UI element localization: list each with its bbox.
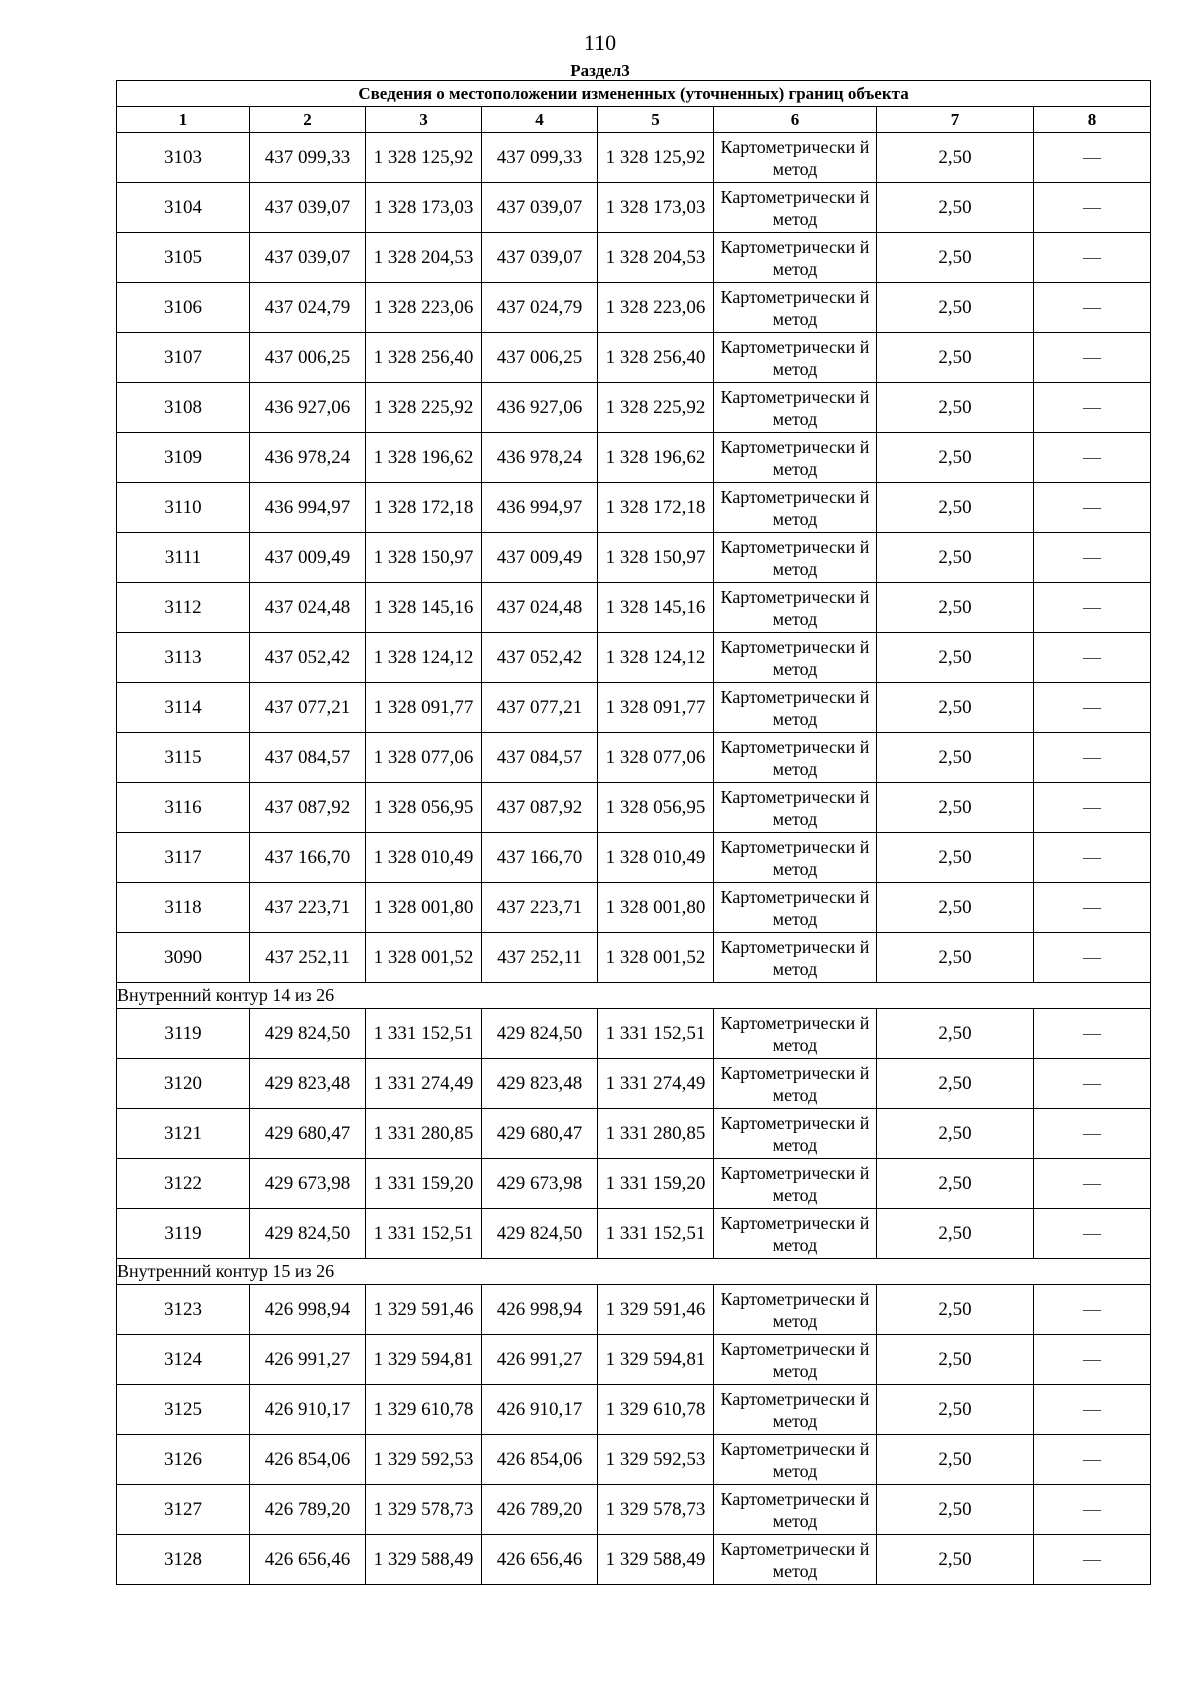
method-cell: Картометрически й метод — [714, 1109, 877, 1159]
point-number-cell: 3103 — [117, 133, 250, 183]
y-old-cell: 1 331 152,51 — [366, 1009, 482, 1059]
x-old-cell: 437 084,57 — [250, 733, 366, 783]
description-cell: — — [1034, 433, 1151, 483]
table-row — [117, 1109, 1151, 1159]
accuracy-cell: 2,50 — [877, 883, 1034, 933]
x-old-cell: 426 854,06 — [250, 1435, 366, 1485]
y-old-cell: 1 331 274,49 — [366, 1059, 482, 1109]
y-new-cell: 1 331 159,20 — [598, 1159, 714, 1209]
description-cell: — — [1034, 1335, 1151, 1385]
y-new-cell: 1 329 594,81 — [598, 1335, 714, 1385]
y-old-cell: 1 328 001,52 — [366, 933, 482, 983]
accuracy-cell: 2,50 — [877, 383, 1034, 433]
point-number-cell: 3104 — [117, 183, 250, 233]
y-new-cell: 1 328 256,40 — [598, 333, 714, 383]
y-old-cell: 1 328 001,80 — [366, 883, 482, 933]
x-new-cell: 437 252,11 — [482, 933, 598, 983]
y-old-cell: 1 329 610,78 — [366, 1385, 482, 1435]
method-cell: Картометрически й метод — [714, 733, 877, 783]
x-old-cell: 437 039,07 — [250, 233, 366, 283]
y-old-cell: 1 328 223,06 — [366, 283, 482, 333]
point-number-cell: 3107 — [117, 333, 250, 383]
method-cell: Картометрически й метод — [714, 1435, 877, 1485]
method-cell: Картометрически й метод — [714, 1159, 877, 1209]
contour-label: Внутренний контур 15 из 26 — [117, 1259, 1151, 1285]
y-new-cell: 1 329 610,78 — [598, 1385, 714, 1435]
accuracy-cell: 2,50 — [877, 333, 1034, 383]
x-old-cell: 429 680,47 — [250, 1109, 366, 1159]
x-old-cell: 437 006,25 — [250, 333, 366, 383]
x-new-cell: 426 789,20 — [482, 1485, 598, 1535]
description-cell: — — [1034, 183, 1151, 233]
column-header: 1 — [117, 107, 250, 133]
column-header: 3 — [366, 107, 482, 133]
table-row — [117, 433, 1151, 483]
point-number-cell: 3112 — [117, 583, 250, 633]
y-new-cell: 1 331 274,49 — [598, 1059, 714, 1109]
x-old-cell: 429 823,48 — [250, 1059, 366, 1109]
accuracy-cell: 2,50 — [877, 1385, 1034, 1435]
y-new-cell: 1 328 145,16 — [598, 583, 714, 633]
accuracy-cell: 2,50 — [877, 1435, 1034, 1485]
description-cell: — — [1034, 1485, 1151, 1535]
accuracy-cell: 2,50 — [877, 483, 1034, 533]
column-header: 8 — [1034, 107, 1151, 133]
x-new-cell: 426 854,06 — [482, 1435, 598, 1485]
y-new-cell: 1 328 077,06 — [598, 733, 714, 783]
y-new-cell: 1 328 196,62 — [598, 433, 714, 483]
x-old-cell: 437 024,79 — [250, 283, 366, 333]
description-cell: — — [1034, 583, 1151, 633]
table-row — [117, 583, 1151, 633]
description-cell: — — [1034, 1059, 1151, 1109]
method-cell: Картометрически й метод — [714, 233, 877, 283]
section-title: Раздел3 — [570, 61, 630, 80]
y-new-cell: 1 328 223,06 — [598, 283, 714, 333]
description-cell: — — [1034, 333, 1151, 383]
x-old-cell: 429 824,50 — [250, 1209, 366, 1259]
y-old-cell: 1 329 578,73 — [366, 1485, 482, 1535]
table-row — [117, 1435, 1151, 1485]
method-cell: Картометрически й метод — [714, 383, 877, 433]
description-cell: — — [1034, 1385, 1151, 1435]
method-cell: Картометрически й метод — [714, 883, 877, 933]
table-row — [117, 1535, 1151, 1585]
description-cell: — — [1034, 1009, 1151, 1059]
y-new-cell: 1 329 578,73 — [598, 1485, 714, 1535]
table-row — [117, 883, 1151, 933]
y-new-cell: 1 331 152,51 — [598, 1209, 714, 1259]
y-new-cell: 1 331 280,85 — [598, 1109, 714, 1159]
method-cell: Картометрически й метод — [714, 433, 877, 483]
table-body — [117, 133, 1151, 1585]
x-new-cell: 429 823,48 — [482, 1059, 598, 1109]
accuracy-cell: 2,50 — [877, 1059, 1034, 1109]
table-row — [117, 1335, 1151, 1385]
x-old-cell: 437 087,92 — [250, 783, 366, 833]
point-number-cell: 3115 — [117, 733, 250, 783]
table-row — [117, 1059, 1151, 1109]
description-cell: — — [1034, 883, 1151, 933]
table-row — [117, 183, 1151, 233]
column-header: 6 — [714, 107, 877, 133]
x-old-cell: 437 039,07 — [250, 183, 366, 233]
table-row — [117, 1009, 1151, 1059]
y-old-cell: 1 331 159,20 — [366, 1159, 482, 1209]
accuracy-cell: 2,50 — [877, 433, 1034, 483]
method-cell: Картометрически й метод — [714, 1059, 877, 1109]
point-number-cell: 3126 — [117, 1435, 250, 1485]
description-cell: — — [1034, 933, 1151, 983]
point-number-cell: 3116 — [117, 783, 250, 833]
table-row — [117, 933, 1151, 983]
x-new-cell: 429 824,50 — [482, 1009, 598, 1059]
description-cell: — — [1034, 1285, 1151, 1335]
point-number-cell: 3123 — [117, 1285, 250, 1335]
x-old-cell: 429 824,50 — [250, 1009, 366, 1059]
method-cell: Картометрически й метод — [714, 1335, 877, 1385]
y-old-cell: 1 328 056,95 — [366, 783, 482, 833]
method-cell: Картометрически й метод — [714, 283, 877, 333]
x-new-cell: 437 039,07 — [482, 183, 598, 233]
point-number-cell: 3117 — [117, 833, 250, 883]
y-old-cell: 1 328 172,18 — [366, 483, 482, 533]
accuracy-cell: 2,50 — [877, 283, 1034, 333]
column-header: 7 — [877, 107, 1034, 133]
accuracy-cell: 2,50 — [877, 1159, 1034, 1209]
x-old-cell: 437 099,33 — [250, 133, 366, 183]
point-number-cell: 3111 — [117, 533, 250, 583]
point-number-cell: 3113 — [117, 633, 250, 683]
x-old-cell: 436 978,24 — [250, 433, 366, 483]
x-new-cell: 436 994,97 — [482, 483, 598, 533]
x-new-cell: 437 084,57 — [482, 733, 598, 783]
description-cell: — — [1034, 533, 1151, 583]
table-row — [117, 533, 1151, 583]
y-new-cell: 1 328 010,49 — [598, 833, 714, 883]
point-number-cell: 3124 — [117, 1335, 250, 1385]
description-cell: — — [1034, 1109, 1151, 1159]
accuracy-cell: 2,50 — [877, 233, 1034, 283]
x-old-cell: 436 927,06 — [250, 383, 366, 433]
y-old-cell: 1 328 124,12 — [366, 633, 482, 683]
y-old-cell: 1 331 152,51 — [366, 1209, 482, 1259]
point-number-cell: 3125 — [117, 1385, 250, 1435]
x-old-cell: 437 252,11 — [250, 933, 366, 983]
y-old-cell: 1 329 594,81 — [366, 1335, 482, 1385]
accuracy-cell: 2,50 — [877, 1285, 1034, 1335]
method-cell: Картометрически й метод — [714, 533, 877, 583]
table-row — [117, 733, 1151, 783]
method-cell: Картометрически й метод — [714, 833, 877, 883]
accuracy-cell: 2,50 — [877, 1209, 1034, 1259]
x-new-cell: 437 052,42 — [482, 633, 598, 683]
x-new-cell: 437 223,71 — [482, 883, 598, 933]
description-cell: — — [1034, 733, 1151, 783]
point-number-cell: 3105 — [117, 233, 250, 283]
table-row — [117, 833, 1151, 883]
method-cell: Картометрически й метод — [714, 1009, 877, 1059]
x-new-cell: 437 039,07 — [482, 233, 598, 283]
y-old-cell: 1 328 091,77 — [366, 683, 482, 733]
x-new-cell: 429 824,50 — [482, 1209, 598, 1259]
x-new-cell: 437 006,25 — [482, 333, 598, 383]
method-cell: Картометрически й метод — [714, 1535, 877, 1585]
accuracy-cell: 2,50 — [877, 1009, 1034, 1059]
y-new-cell: 1 328 173,03 — [598, 183, 714, 233]
y-new-cell: 1 328 001,80 — [598, 883, 714, 933]
method-cell: Картометрически й метод — [714, 483, 877, 533]
accuracy-cell: 2,50 — [877, 733, 1034, 783]
point-number-cell: 3109 — [117, 433, 250, 483]
description-cell: — — [1034, 683, 1151, 733]
x-new-cell: 436 927,06 — [482, 383, 598, 433]
x-new-cell: 437 077,21 — [482, 683, 598, 733]
point-number-cell: 3119 — [117, 1009, 250, 1059]
table-row — [117, 133, 1151, 183]
method-cell: Картометрически й метод — [714, 583, 877, 633]
x-new-cell: 426 991,27 — [482, 1335, 598, 1385]
accuracy-cell: 2,50 — [877, 533, 1034, 583]
point-number-cell: 3128 — [117, 1535, 250, 1585]
accuracy-cell: 2,50 — [877, 1535, 1034, 1585]
table-row — [117, 333, 1151, 383]
y-old-cell: 1 329 592,53 — [366, 1435, 482, 1485]
column-header: 2 — [250, 107, 366, 133]
point-number-cell: 3106 — [117, 283, 250, 333]
x-old-cell: 426 789,20 — [250, 1485, 366, 1535]
x-old-cell: 426 998,94 — [250, 1285, 366, 1335]
point-number-cell: 3120 — [117, 1059, 250, 1109]
boundary-table — [116, 80, 1151, 1585]
x-new-cell: 437 024,48 — [482, 583, 598, 633]
y-new-cell: 1 328 001,52 — [598, 933, 714, 983]
x-new-cell: 437 166,70 — [482, 833, 598, 883]
method-cell: Картометрически й метод — [714, 1485, 877, 1535]
table-row — [117, 283, 1151, 333]
point-number-cell: 3110 — [117, 483, 250, 533]
point-number-cell: 3127 — [117, 1485, 250, 1535]
table-row — [117, 783, 1151, 833]
x-new-cell: 437 024,79 — [482, 283, 598, 333]
y-old-cell: 1 328 173,03 — [366, 183, 482, 233]
y-old-cell: 1 328 150,97 — [366, 533, 482, 583]
x-new-cell: 429 673,98 — [482, 1159, 598, 1209]
point-number-cell: 3119 — [117, 1209, 250, 1259]
x-old-cell: 426 991,27 — [250, 1335, 366, 1385]
description-cell: — — [1034, 283, 1151, 333]
table-row — [117, 233, 1151, 283]
table-row — [117, 1485, 1151, 1535]
point-number-cell: 3108 — [117, 383, 250, 433]
description-cell: — — [1034, 483, 1151, 533]
description-cell: — — [1034, 1535, 1151, 1585]
table-row — [117, 683, 1151, 733]
column-header-row — [117, 107, 1151, 133]
y-new-cell: 1 328 125,92 — [598, 133, 714, 183]
x-new-cell: 426 656,46 — [482, 1535, 598, 1585]
x-old-cell: 437 024,48 — [250, 583, 366, 633]
method-cell: Картометрически й метод — [714, 633, 877, 683]
description-cell: — — [1034, 783, 1151, 833]
y-old-cell: 1 331 280,85 — [366, 1109, 482, 1159]
table-row — [117, 1159, 1151, 1209]
y-new-cell: 1 329 591,46 — [598, 1285, 714, 1335]
x-old-cell: 437 052,42 — [250, 633, 366, 683]
point-number-cell: 3114 — [117, 683, 250, 733]
accuracy-cell: 2,50 — [877, 1335, 1034, 1385]
y-old-cell: 1 329 588,49 — [366, 1535, 482, 1585]
x-new-cell: 437 009,49 — [482, 533, 598, 583]
accuracy-cell: 2,50 — [877, 183, 1034, 233]
point-number-cell: 3090 — [117, 933, 250, 983]
y-new-cell: 1 328 056,95 — [598, 783, 714, 833]
y-old-cell: 1 328 145,16 — [366, 583, 482, 633]
contour-label-row — [117, 1259, 1151, 1285]
method-cell: Картометрически й метод — [714, 133, 877, 183]
y-old-cell: 1 328 010,49 — [366, 833, 482, 883]
point-number-cell: 3122 — [117, 1159, 250, 1209]
y-new-cell: 1 328 204,53 — [598, 233, 714, 283]
x-old-cell: 437 009,49 — [250, 533, 366, 583]
accuracy-cell: 2,50 — [877, 1485, 1034, 1535]
accuracy-cell: 2,50 — [877, 583, 1034, 633]
y-new-cell: 1 328 091,77 — [598, 683, 714, 733]
table-caption-row — [117, 81, 1151, 107]
description-cell: — — [1034, 383, 1151, 433]
description-cell: — — [1034, 633, 1151, 683]
x-old-cell: 437 223,71 — [250, 883, 366, 933]
y-new-cell: 1 331 152,51 — [598, 1009, 714, 1059]
x-new-cell: 437 099,33 — [482, 133, 598, 183]
accuracy-cell: 2,50 — [877, 783, 1034, 833]
y-old-cell: 1 328 256,40 — [366, 333, 482, 383]
x-new-cell: 426 998,94 — [482, 1285, 598, 1335]
contour-label-row — [117, 983, 1151, 1009]
y-old-cell: 1 328 125,92 — [366, 133, 482, 183]
description-cell: — — [1034, 133, 1151, 183]
x-new-cell: 437 087,92 — [482, 783, 598, 833]
description-cell: — — [1034, 833, 1151, 883]
x-new-cell: 429 680,47 — [482, 1109, 598, 1159]
description-cell: — — [1034, 1435, 1151, 1485]
method-cell: Картометрически й метод — [714, 1209, 877, 1259]
column-header: 4 — [482, 107, 598, 133]
y-old-cell: 1 329 591,46 — [366, 1285, 482, 1335]
table-row — [117, 1385, 1151, 1435]
x-old-cell: 429 673,98 — [250, 1159, 366, 1209]
accuracy-cell: 2,50 — [877, 1109, 1034, 1159]
y-new-cell: 1 328 150,97 — [598, 533, 714, 583]
y-old-cell: 1 328 077,06 — [366, 733, 482, 783]
accuracy-cell: 2,50 — [877, 683, 1034, 733]
point-number-cell: 3121 — [117, 1109, 250, 1159]
contour-label: Внутренний контур 14 из 26 — [117, 983, 1151, 1009]
table-caption: Сведения о местоположении измененных (уточненных) границ объекта — [117, 81, 1151, 107]
y-old-cell: 1 328 225,92 — [366, 383, 482, 433]
method-cell: Картометрически й метод — [714, 783, 877, 833]
table-row — [117, 483, 1151, 533]
description-cell: — — [1034, 233, 1151, 283]
accuracy-cell: 2,50 — [877, 133, 1034, 183]
x-new-cell: 436 978,24 — [482, 433, 598, 483]
column-header: 5 — [598, 107, 714, 133]
method-cell: Картометрически й метод — [714, 183, 877, 233]
page-number: 110 — [583, 30, 617, 55]
y-new-cell: 1 328 124,12 — [598, 633, 714, 683]
accuracy-cell: 2,50 — [877, 833, 1034, 883]
table-row — [117, 383, 1151, 433]
table-row — [117, 633, 1151, 683]
method-cell: Картометрически й метод — [714, 683, 877, 733]
y-old-cell: 1 328 204,53 — [366, 233, 482, 283]
x-old-cell: 437 166,70 — [250, 833, 366, 883]
x-old-cell: 426 656,46 — [250, 1535, 366, 1585]
x-new-cell: 426 910,17 — [482, 1385, 598, 1435]
y-new-cell: 1 328 225,92 — [598, 383, 714, 433]
point-number-cell: 3118 — [117, 883, 250, 933]
y-new-cell: 1 328 172,18 — [598, 483, 714, 533]
method-cell: Картометрически й метод — [714, 1385, 877, 1435]
accuracy-cell: 2,50 — [877, 633, 1034, 683]
method-cell: Картометрически й метод — [714, 333, 877, 383]
x-old-cell: 436 994,97 — [250, 483, 366, 533]
method-cell: Картометрически й метод — [714, 1285, 877, 1335]
description-cell: — — [1034, 1159, 1151, 1209]
description-cell: — — [1034, 1209, 1151, 1259]
table-row — [117, 1209, 1151, 1259]
y-new-cell: 1 329 592,53 — [598, 1435, 714, 1485]
y-new-cell: 1 329 588,49 — [598, 1535, 714, 1585]
table-row — [117, 1285, 1151, 1335]
x-old-cell: 437 077,21 — [250, 683, 366, 733]
y-old-cell: 1 328 196,62 — [366, 433, 482, 483]
x-old-cell: 426 910,17 — [250, 1385, 366, 1435]
accuracy-cell: 2,50 — [877, 933, 1034, 983]
method-cell: Картометрически й метод — [714, 933, 877, 983]
